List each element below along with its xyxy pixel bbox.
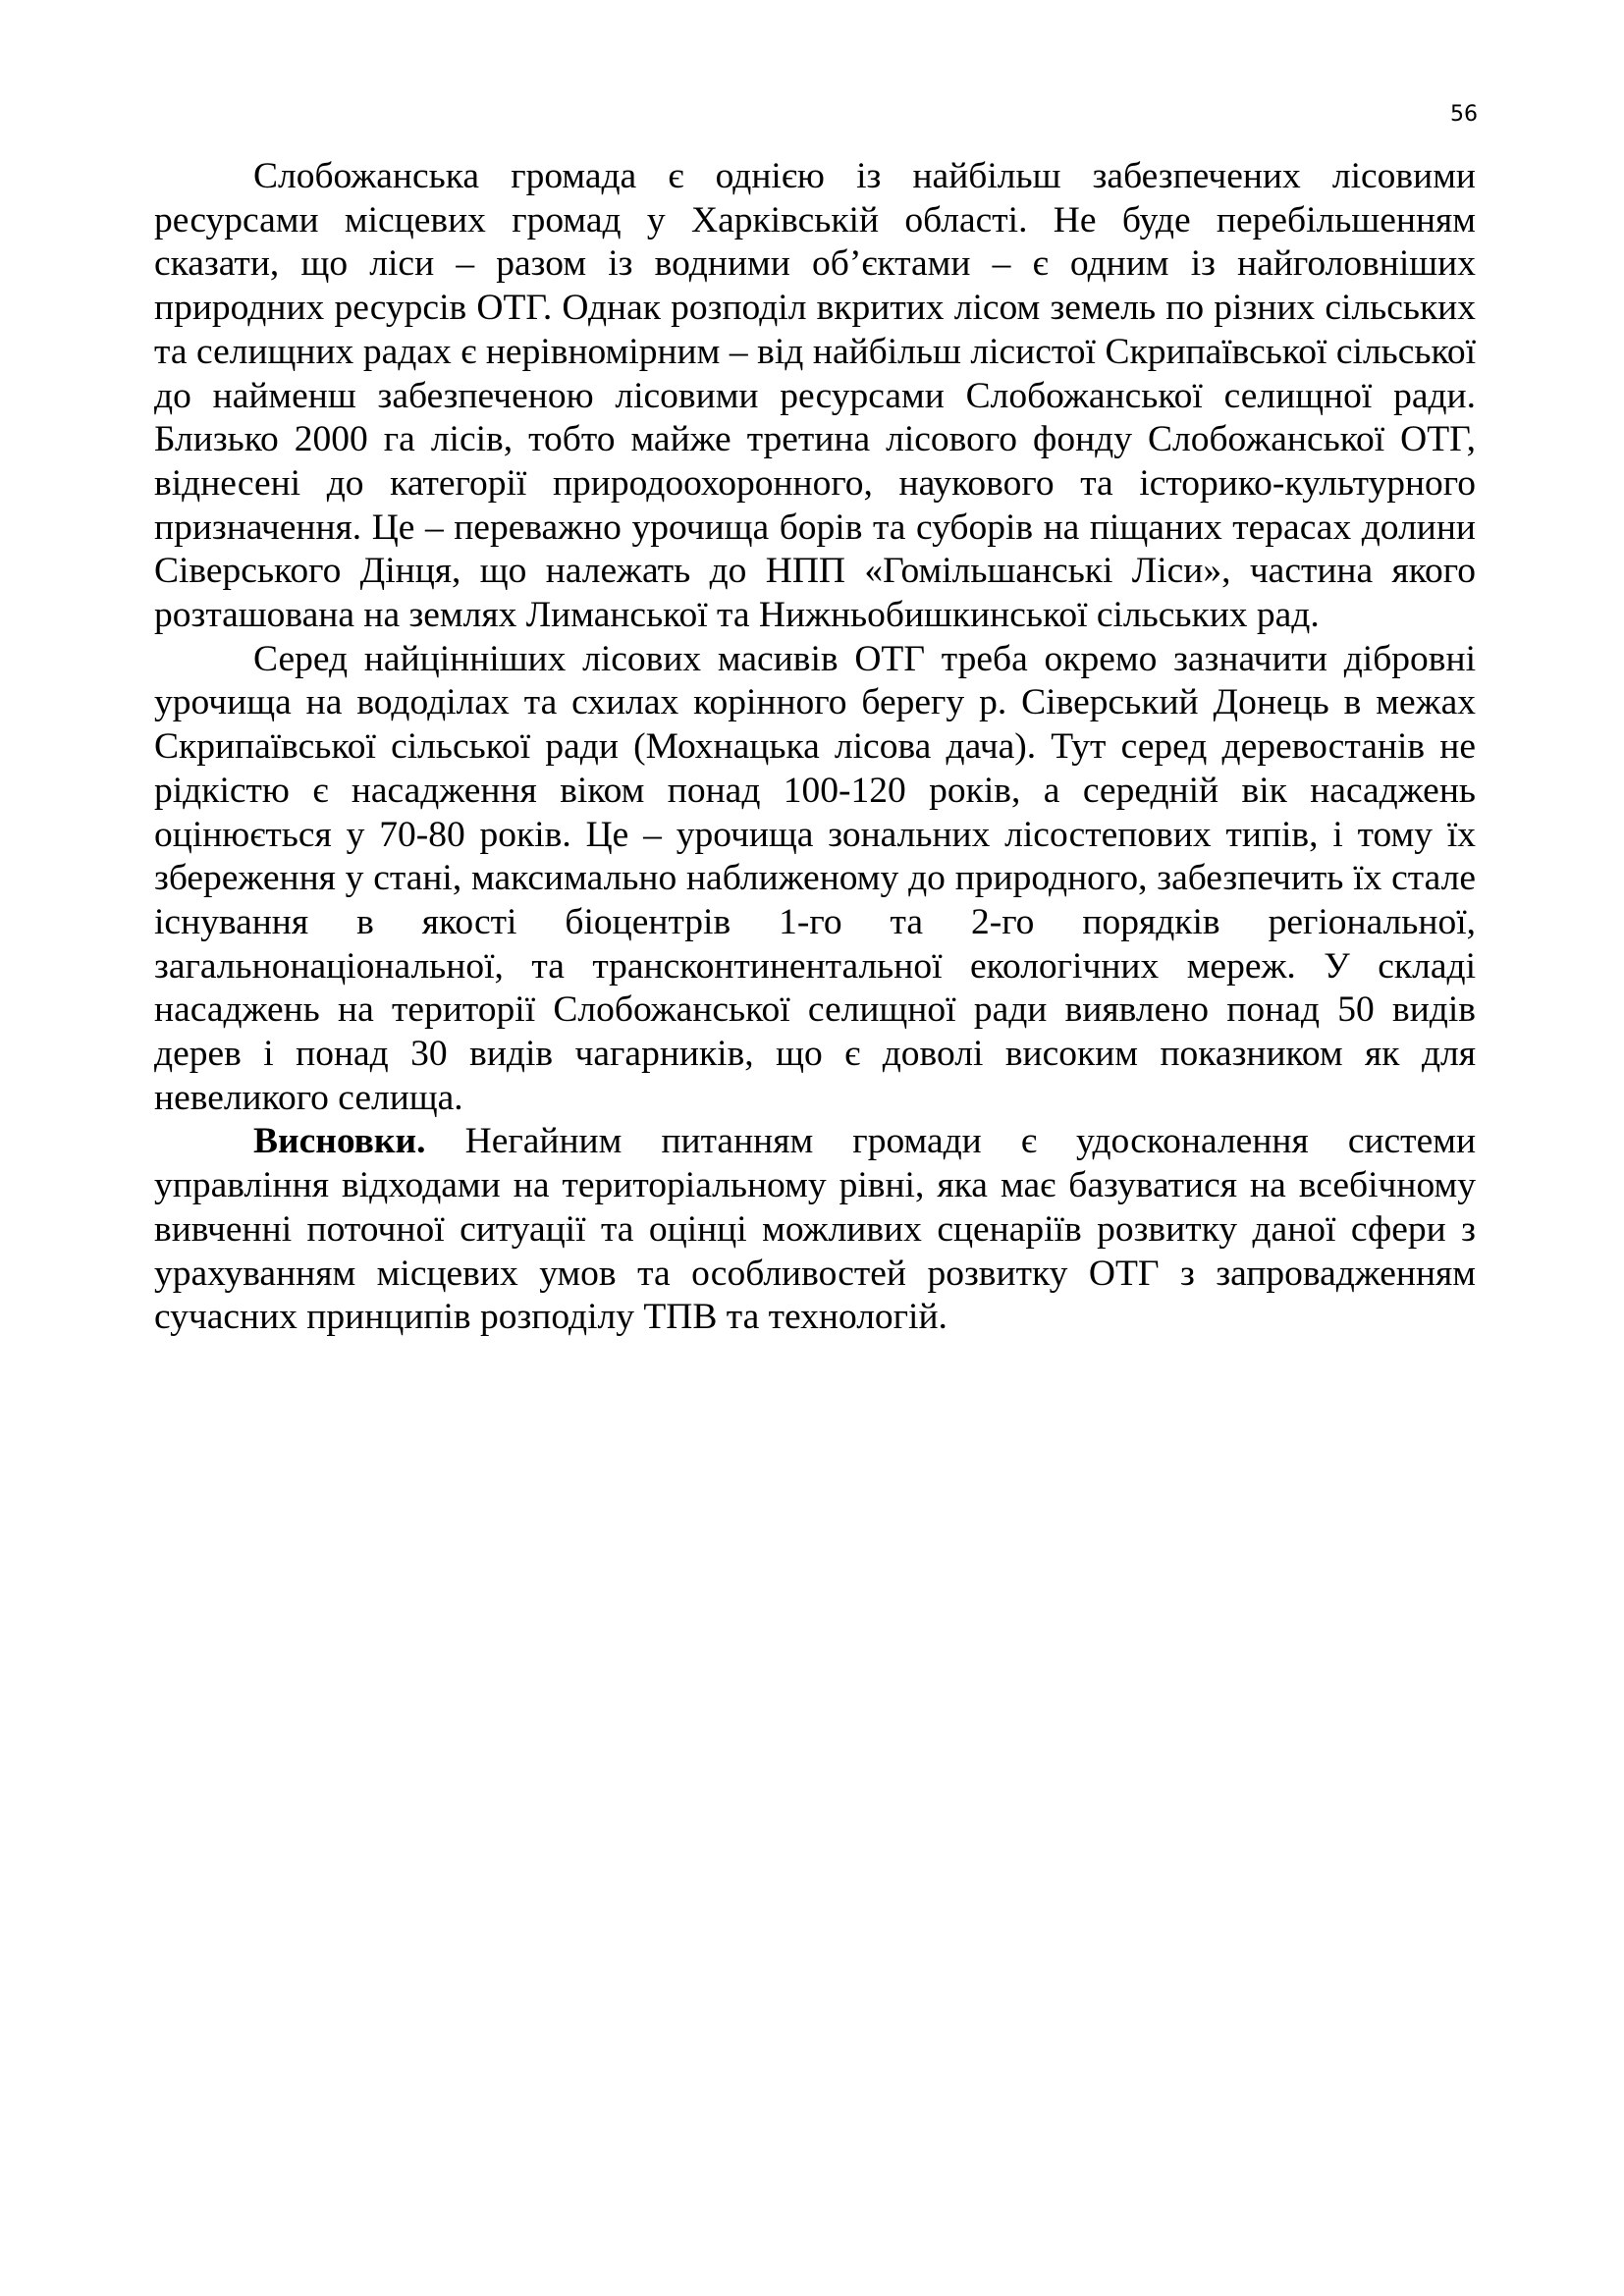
conclusions-label: Висновки.: [253, 1121, 426, 1162]
paragraph-valuable-forests: Серед найцінніших лісових масивів ОТГ треба окремо зазначити дібровні урочища на вододілах та схилах корінного берегу р. Сіверський Донець в межах Скрипаївської сільської ради (Мохнацька лісова дача). Тут серед деревостанів не рідкістю є насадження віком понад 100-120 років, а середній вік насаджень оцінюється у 70-80 років. Це – урочища зональних лісостепових типів, і тому їх збереження у стані, максимально наближеному до природного, забезпечить їх стале існування в якості біоцентрів 1-го та 2-го порядків регіональної, загальнонаціональної, та трансконтинентальної екологічних мереж. У складі насаджень на території Слобожанської селищної ради виявлено понад 50 видів дерев і понад 30 видів чагарників, що є доволі високим показником як для невеликого селища.: [154, 638, 1476, 1118]
paragraph-forest-resources: Слобожанська громада є однією із найбільш забезпечених лісовими ресурсами місцевих громад у Харківській області. Не буде перебільшенням сказати, що ліси – разом із водними об’єктами – є одним із найголовніших природних ресурсів ОТГ. Однак розподіл вкритих лісом земель по різних сільських та селищних радах є нерівномірним – від найбільш лісистої Скрипаївської сільської до найменш забезпеченою лісовими ресурсами Слобожанської селищної ради. Близько 2000 га лісів, тобто майже третина лісового фонду Слобожанської ОТГ, віднесені до категорії природоохоронного, наукового та історико-культурного призначення. Це – переважно урочища борів та суборів на піщаних терасах долини Сіверського Дінця, що належать до НПП «Гомільшанські Ліси», частина якого розташована на землях Лиманської та Нижньобишкинської сільських рад.: [154, 156, 1476, 636]
body-text: [154, 155, 1476, 1340]
conclusions-text: Негайним питанням громади є удосконалення системи управління відходами на територіальному рівні, яка має базуватися на всебічному вивченні поточної ситуації та оцінці можливих сценаріїв розвитку даної сфери з урахуванням місцевих умов та особливостей розвитку ОТГ з запровадженням сучасних принципів розподілу ТПВ та технологій.: [154, 1121, 1477, 1338]
paragraph-conclusions: [154, 1120, 1476, 1340]
page-number: 56: [1450, 102, 1478, 127]
